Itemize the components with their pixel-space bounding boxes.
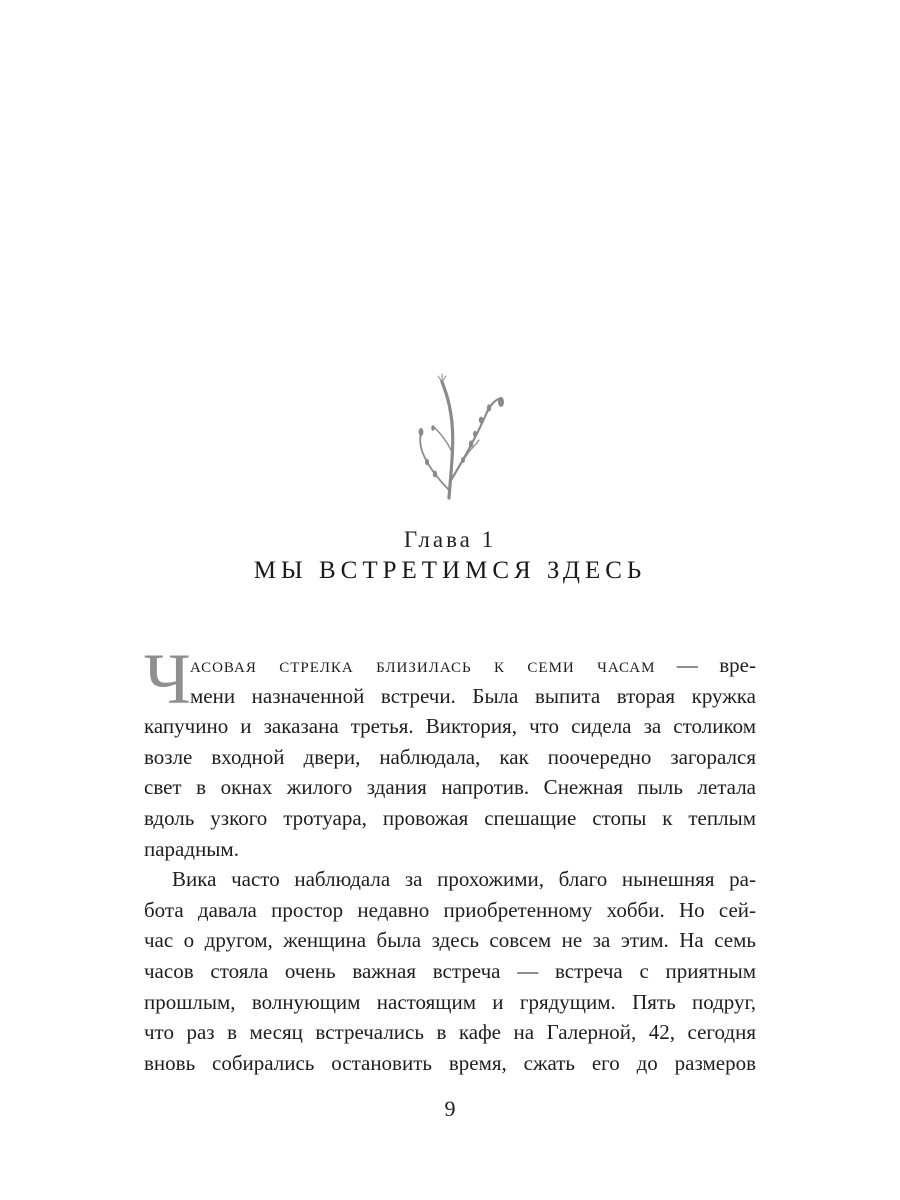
text-line: свет в окнах жилого здания напротив. Снежная пыль летала	[144, 775, 756, 800]
first-line-rest: — вре-	[655, 653, 756, 677]
text-line: возле входной двери, наблюдала, как поочередно загорался	[144, 744, 756, 769]
flower-sprig-icon	[405, 370, 505, 510]
text-line: прошлым, волнующим настоящим и грядущим. Пять подруг,	[144, 989, 756, 1014]
text-line: мени назначенной встречи. Была выпита вторая кружка	[190, 683, 756, 708]
text-line: капучино и заказана третья. Виктория, что сидела за столиком	[144, 714, 756, 739]
chapter-label: Глава 1	[403, 527, 497, 552]
text-line	[144, 650, 756, 681]
first-words-small-caps: асовая стрелка близилась к семи часам	[190, 653, 656, 677]
page-number: 9	[444, 1096, 456, 1121]
body-text	[144, 639, 756, 1078]
text-line: час о другом, женщина была здесь совсем не за этим. На семь	[144, 928, 756, 953]
text-line: парадным.	[144, 836, 239, 861]
text-line: часов стояла очень важная встреча — встреча с приятным	[144, 958, 756, 983]
text-line: вдоль узкого тротуара, провожая спешащие стопы к теплым	[144, 805, 756, 830]
text-line: бота давала простор недавно приобретенному хобби. Но сей-	[144, 897, 756, 922]
text-line: вновь собирались остановить время, сжать его до размеров	[144, 1050, 756, 1075]
text-line: что раз в месяц встречались в кафе на Галерной, 42, сегодня	[144, 1020, 756, 1045]
drop-cap: Ч	[144, 639, 191, 719]
text-line: Вика часто наблюдала за прохожими, благо нынешняя ра-	[172, 867, 756, 892]
chapter-title: МЫ ВСТРЕТИМСЯ ЗДЕСЬ	[253, 557, 647, 584]
